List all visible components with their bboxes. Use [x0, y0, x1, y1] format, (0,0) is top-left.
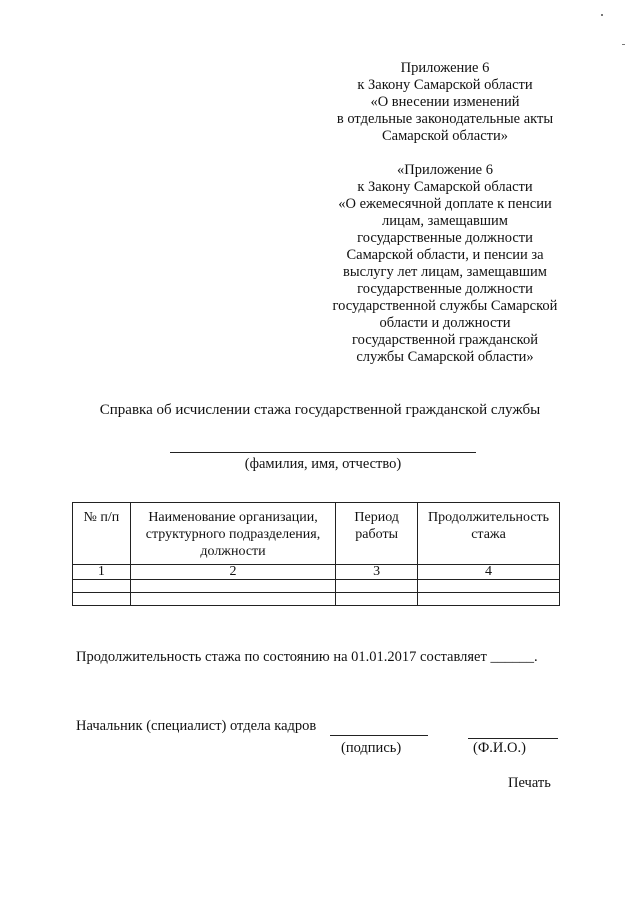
table-row — [73, 580, 560, 593]
column-number-cell: 4 — [418, 565, 560, 580]
appendix-quote-line: к Закону Самарской области — [357, 179, 533, 195]
table-cell[interactable] — [418, 580, 560, 593]
header-cell-organization: Наименование организации, структурного подразделения, должности — [130, 503, 335, 565]
stamp-label: Печать — [508, 775, 551, 791]
fio-short-caption: (Ф.И.О.) — [473, 740, 526, 756]
header-cell-period: Период работы — [336, 503, 418, 565]
appendix-quote-line: государственные должности — [357, 281, 533, 297]
table-cell[interactable] — [73, 580, 131, 593]
header-cell-duration: Продолжительность стажа — [418, 503, 560, 565]
appendix-quote-line: области и должности — [379, 315, 511, 331]
appendix-quote-line: государственные должности — [357, 230, 533, 246]
appendix-header-line: к Закону Самарской области — [357, 77, 533, 93]
signature-caption: (подпись) — [341, 740, 402, 756]
table-cell[interactable] — [130, 580, 335, 593]
table-cell[interactable] — [130, 593, 335, 606]
signature-line — [330, 735, 428, 736]
table-column-numbers-row — [73, 565, 560, 580]
appendix-header-line: «О внесении изменений — [370, 94, 520, 110]
table-header-row — [73, 503, 560, 565]
table-cell[interactable] — [336, 580, 418, 593]
table-row — [73, 593, 560, 606]
appendix-header-line: Приложение 6 — [400, 60, 490, 76]
appendix-quote-line: выслугу лет лицам, замещавшим — [343, 264, 547, 280]
appendix-quote-line: государственной гражданской — [352, 332, 538, 348]
appendix-quote-line: государственной службы Самарской — [332, 298, 558, 314]
scan-speck — [601, 14, 603, 16]
table-cell[interactable] — [336, 593, 418, 606]
appendix-header-line: Самарской области» — [382, 128, 508, 144]
appendix-quote — [300, 162, 590, 366]
scan-speck — [622, 44, 625, 45]
fio-caption: (фамилия, имя, отчество) — [244, 456, 402, 472]
appendix-quote-line: службы Самарской области» — [356, 349, 534, 365]
table-cell[interactable] — [418, 593, 560, 606]
hr-chief-label: Начальник (специалист) отдела кадров — [76, 718, 317, 734]
appendix-quote-line: «Приложение 6 — [397, 162, 493, 178]
table-cell[interactable] — [73, 593, 131, 606]
document-title: Справка об исчислении стажа государственной гражданской службы — [99, 402, 541, 418]
appendix-quote-line: Самарской области, и пенсии за — [346, 247, 544, 263]
appendix-header-line: в отдельные законодательные акты — [336, 111, 554, 127]
appendix-header — [300, 60, 590, 145]
appendix-quote-line: лицам, замещавшим — [382, 213, 508, 229]
header-cell-number: № п/п — [73, 503, 131, 565]
duration-statement: Продолжительность стажа по состоянию на 01.01.2017 составляет ______. — [76, 649, 538, 665]
column-number-cell: 2 — [130, 565, 335, 580]
column-number-cell: 3 — [336, 565, 418, 580]
fio-short-line — [468, 738, 558, 739]
fio-fill-line — [170, 452, 476, 453]
service-table — [72, 502, 560, 606]
column-number-cell: 1 — [73, 565, 131, 580]
appendix-quote-line: «О ежемесячной доплате к пенсии — [338, 196, 552, 212]
